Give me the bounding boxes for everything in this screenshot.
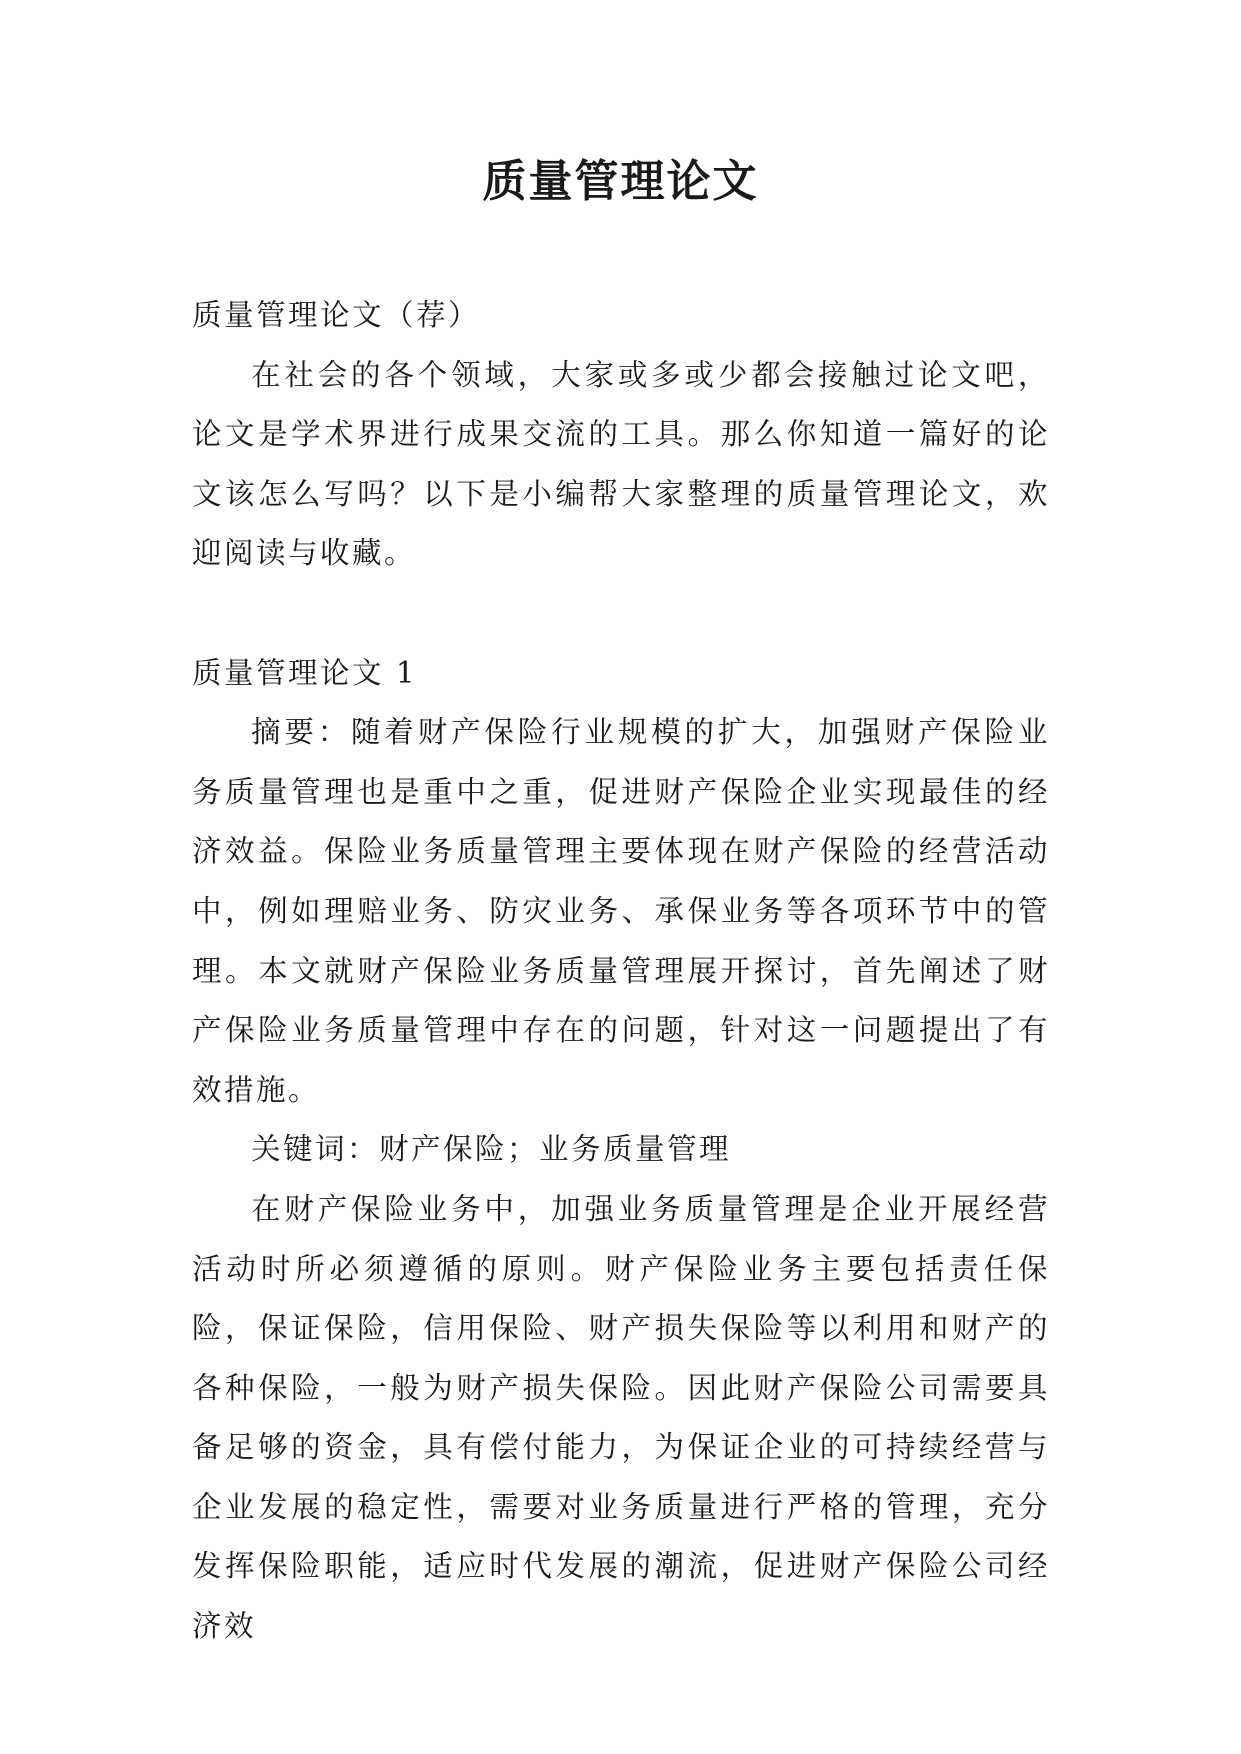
document-body xyxy=(192,286,1050,1657)
document-title: 质量管理论文 xyxy=(482,156,759,207)
keywords-paragraph: 关键词：财产保险；业务质量管理 xyxy=(251,1132,732,1167)
body-paragraph: 在财产保险业务中，加强业务质量管理是企业开展经营活动时所必须遵循的原则。财产保险业务主要包括责任保险，保证保险，信用保险、财产损失保险等以利用和财产的各种保险，一般为财产损失保险。因此财产保险公司需要具备足够的资金，具有偿付能力，为保证企业的可持续经营与企业发展的稳定性，需要对业务质量进行严格的管理，充分发挥保险职能，适应时代发展的潮流，促进财产保险公司经济效 xyxy=(192,1191,1050,1644)
subtitle: 质量管理论文（荐） xyxy=(192,298,481,332)
section-heading: 质量管理论文 1 xyxy=(192,655,418,690)
intro-paragraph: 在社会的各个领域，大家或多或少都会接触过论文吧，论文是学术界进行成果交流的工具。那么你知道一篇好的论文该怎么写吗？以下是小编帮大家整理的质量管理论文，欢迎阅读与收藏。 xyxy=(192,357,1050,571)
abstract-paragraph: 摘要：随着财产保险行业规模的扩大，加强财产保险业务质量管理也是重中之重，促进财产保险企业实现最佳的经济效益。保险业务质量管理主要体现在财产保险的经营活动中，例如理赔业务、防灾业务、承保业务等各项环节中的管理。本文就财产保险业务质量管理展开探讨，首先阐述了财产保险业务质量管理中存在的问题，针对这一问题提出了有效措施。 xyxy=(192,715,1050,1107)
